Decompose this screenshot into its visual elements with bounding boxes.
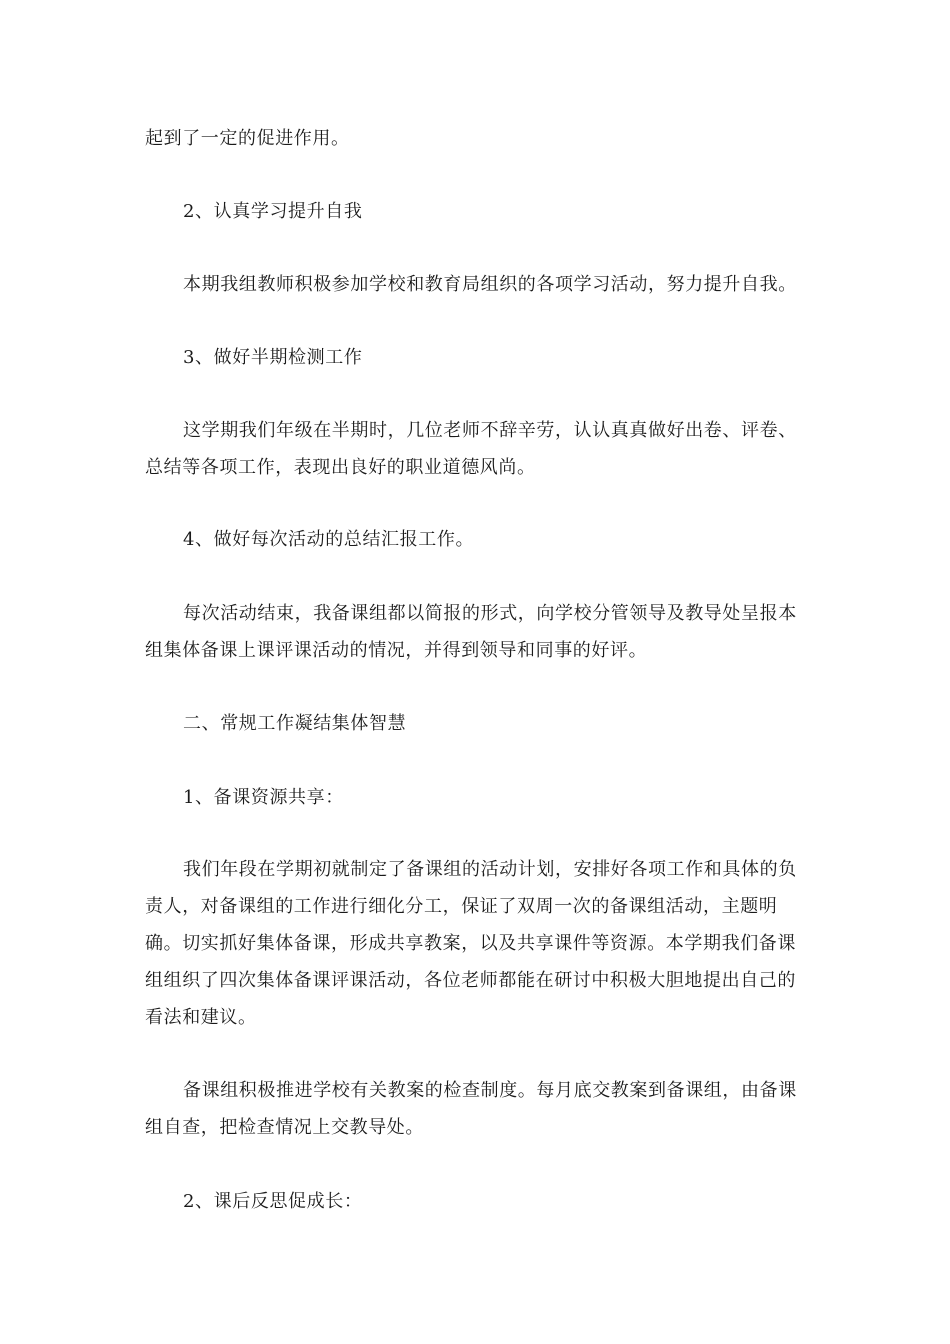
heading-resource-sharing: 1、备课资源共享： xyxy=(183,787,344,808)
paragraph-resource-sharing: 我们年段在学期初就制定了备课组的活动计划，安排好各项工作和具体的负责人，对备课组的工作进行细化分工，保证了双周一次的备课组活动，主题明确。切实抓好集体备课，形成共享教案，以及共享课件等资源。本学期我们备课组组织了四次集体备课评课活动，各位老师都能在研讨中积极大胆地提出自己的看法和建议。 xyxy=(145,859,797,1028)
heading-midterm-exam: 3、做好半期检测工作 xyxy=(183,347,363,368)
heading-study-improve: 2、认真学习提升自我 xyxy=(183,201,363,222)
heading-activity-summary: 4、做好每次活动的总结汇报工作。 xyxy=(183,529,475,550)
paragraph-activity-summary: 每次活动结束，我备课组都以简报的形式，向学校分管领导及教导处呈报本组集体备课上课评课活动的情况，并得到领导和同事的好评。 xyxy=(145,603,797,661)
paragraph-midterm: 这学期我们年级在半期时，几位老师不辞辛劳，认认真真做好出卷、评卷、总结等各项工作，表现出良好的职业道德风尚。 xyxy=(145,420,797,478)
heading-post-class-reflection: 2、课后反思促成长： xyxy=(183,1191,363,1212)
paragraph-study: 本期我组教师积极参加学校和教育局组织的各项学习活动，努力提升自我。 xyxy=(183,274,797,295)
paragraph-continuation: 起到了一定的促进作用。 xyxy=(145,128,350,149)
heading-routine-work: 二、常规工作凝结集体智慧 xyxy=(183,713,407,734)
paragraph-lesson-plan-check: 备课组积极推进学校有关教案的检查制度。每月底交教案到备课组，由备课组自查，把检查情况上交教导处。 xyxy=(145,1080,797,1138)
